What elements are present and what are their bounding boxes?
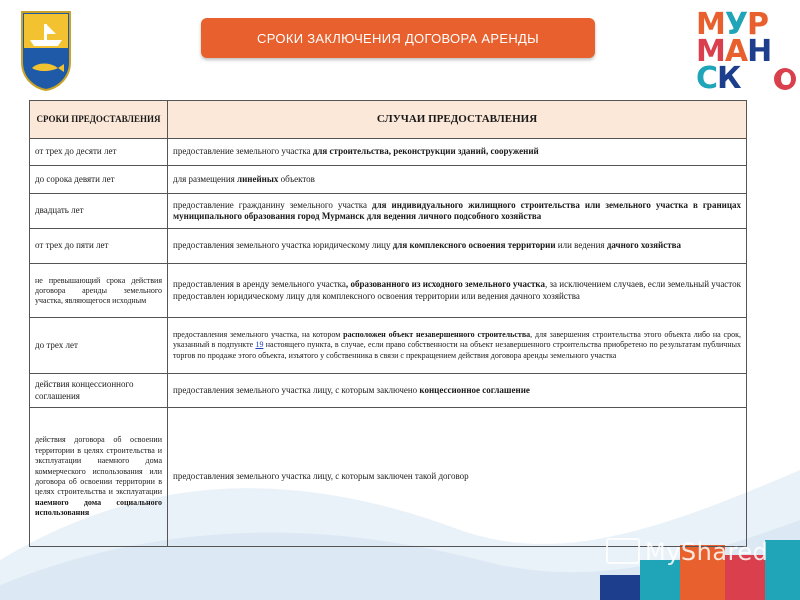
column-header-terms: СРОКИ ПРЕДОСТАВЛЕНИЯ	[30, 101, 168, 139]
term-cell: до трех лет	[30, 318, 168, 374]
lease-terms-table	[29, 100, 747, 547]
murmansk-logo: МУР МАН СК	[696, 12, 800, 94]
page-title: СРОКИ ЗАКЛЮЧЕНИЯ ДОГОВОРА АРЕНДЫ	[201, 18, 595, 58]
term-cell: двадцать лет	[30, 194, 168, 229]
case-cell: предоставления земельного участка лицу, с которым заключено концессионное соглашение	[168, 374, 747, 408]
table-row	[30, 229, 747, 264]
term-cell: не превышающий срока действия договора аренды земельного участка, являющегося исходным	[30, 264, 168, 318]
table-row	[30, 264, 747, 318]
table-row	[30, 166, 747, 194]
table-row	[30, 374, 747, 408]
case-cell: для размещения линейных объектов	[168, 166, 747, 194]
case-cell: предоставление земельного участка для строительства, реконструкции зданий, сооружений	[168, 139, 747, 166]
table-row	[30, 408, 747, 547]
term-cell: действия концессионного соглашения	[30, 374, 168, 408]
case-cell: предоставления земельного участка, на котором расположен объект незавершенного строительства, для завершения строительства этого объекта либо на срок, указанный в подпункте 19 настоящего пункта, в случае, если право собственности на объект незавершенного строительства приобретено по результатам публичных торгов по продаже этого объекта, изъятого у собственника в связи с прекращением действия договора аренды земельного участка	[168, 318, 747, 374]
coat-of-arms-icon	[20, 10, 72, 92]
case-cell: предоставления в аренду земельного участка, образованного из исходного земельного участка, за исключением случаев, если земельный участок предоставлен юридическому лицу для комплексного освоения территории или ведения дачного хозяйства	[168, 264, 747, 318]
logo-mark-icon	[774, 68, 796, 90]
term-cell: от трех до пяти лет	[30, 229, 168, 264]
watermark: MyShared	[606, 538, 768, 566]
case-cell: предоставления земельного участка лицу, с которым заключен такой договор	[168, 408, 747, 547]
subparagraph-link[interactable]: 19	[255, 340, 264, 350]
case-cell: предоставление гражданину земельного участка для индивидуального жилищного строительства или земельного участка в границах муниципального образования город Мурманск для ведения личного подсобного хозяйства	[168, 194, 747, 229]
term-cell: действия договора об освоении территории в целях строительства и эксплуатации наемного дома коммерческого использования или договора об освоении территории в целях строительства и эксплуатации наемного дома социального использования	[30, 408, 168, 547]
term-cell: от трех до десяти лет	[30, 139, 168, 166]
case-cell: предоставления земельного участка юридическому лицу для комплексного освоения территории или ведения дачного хозяйства	[168, 229, 747, 264]
table-header-row	[30, 101, 747, 139]
table-row	[30, 318, 747, 374]
term-cell: до сорока девяти лет	[30, 166, 168, 194]
column-header-cases: СЛУЧАИ ПРЕДОСТАВЛЕНИЯ	[168, 101, 747, 139]
presentation-icon	[606, 538, 640, 564]
table-row	[30, 139, 747, 166]
table-row	[30, 194, 747, 229]
